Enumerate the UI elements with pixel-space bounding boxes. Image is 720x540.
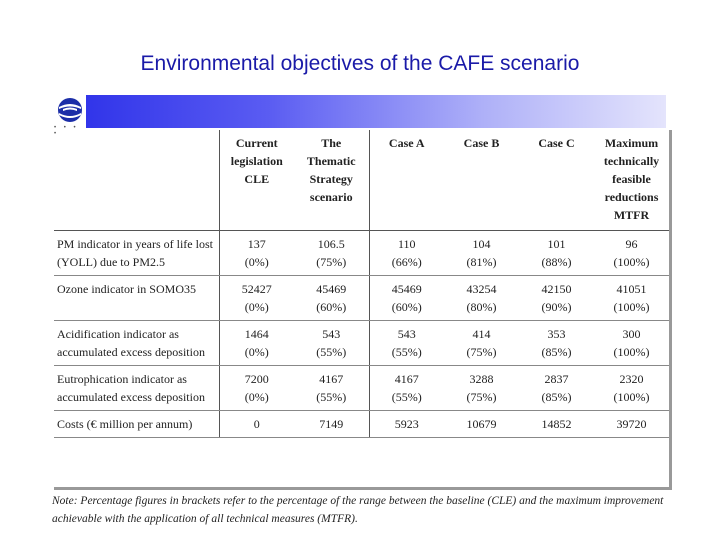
cell-value: 1464 [244,327,269,341]
table-cell [294,321,369,366]
cell-value: 39720 [616,417,647,431]
table-cell [369,231,444,276]
cell-percentage: (66%) [391,255,422,269]
cell-value: 45469 [391,282,422,296]
row-label: Costs (€ million per annum) [54,411,219,438]
table-cell [369,276,444,321]
header-cell-thematic-strategy: The Thematic Strategy scenario [294,130,369,231]
table-cell [219,321,294,366]
table-cell [594,231,669,276]
table-row [54,321,669,366]
cell-value: 7200 [244,372,269,386]
cell-percentage: (75%) [466,390,497,404]
header-band [54,95,666,128]
cell-percentage: (80%) [466,300,497,314]
cell-percentage: (55%) [316,345,347,359]
table-cell [444,231,519,276]
cell-value: 5923 [394,417,419,431]
table-row [54,231,669,276]
table-cell [219,411,294,438]
table-cell [294,411,369,438]
cell-percentage: (0%) [244,255,269,269]
cell-percentage: (85%) [541,345,572,359]
cell-value: 14852 [541,417,572,431]
cell-percentage: (81%) [466,255,497,269]
cell-value: 0 [253,417,260,431]
table-cell [294,276,369,321]
objectives-table [54,130,669,438]
header-cell-cle: Current legislation CLE [219,130,294,231]
cell-percentage: (60%) [316,300,347,314]
table-cell [444,321,519,366]
cell-value: 42150 [541,282,572,296]
cell-value: 45469 [316,282,347,296]
cell-value: 41051 [616,282,647,296]
cell-value: 2320 [619,372,644,386]
cell-value: 543 [322,327,341,341]
cell-percentage: (88%) [541,255,572,269]
logo-dots: • • • • [54,125,79,137]
row-label: Acidification indicator as accumulated excess deposition [54,321,219,366]
cell-value: 4167 [319,372,344,386]
cell-value: 43254 [466,282,497,296]
table-cell [369,411,444,438]
table-cell [369,366,444,411]
cell-percentage: (55%) [391,345,422,359]
header-cell-case-a: Case A [369,130,444,231]
cell-value: 137 [247,237,266,251]
cell-value: 101 [547,237,566,251]
table-cell [444,276,519,321]
cell-percentage: (90%) [541,300,572,314]
cell-percentage: (75%) [316,255,347,269]
table-cell [444,411,519,438]
table-cell [594,276,669,321]
cell-percentage: (55%) [391,390,422,404]
table-cell [594,321,669,366]
cell-value: 353 [547,327,566,341]
slide-title: Environmental objectives of the CAFE scenario [140,52,580,75]
table-cell [294,231,369,276]
table-row [54,276,669,321]
table-cell [219,231,294,276]
header-cell-label [54,130,219,231]
cell-percentage: (0%) [244,300,269,314]
cell-percentage: (100%) [613,390,650,404]
cell-percentage: (60%) [391,300,422,314]
cell-value: 3288 [469,372,494,386]
cell-percentage: (85%) [541,390,572,404]
cell-value: 543 [397,327,416,341]
cell-value: 4167 [394,372,419,386]
cell-value: 106.5 [317,237,345,251]
cell-percentage: (100%) [613,345,650,359]
table-cell [519,411,594,438]
row-label: PM indicator in years of life lost (YOLL) due to PM2.5 [54,231,219,276]
table-header-row [54,130,669,231]
row-label: Eutrophication indicator as accumulated excess deposition [54,366,219,411]
cell-value: 2837 [544,372,569,386]
table-cell [519,321,594,366]
cell-value: 104 [472,237,491,251]
table-cell [519,231,594,276]
table-row [54,411,669,438]
table-cell [294,366,369,411]
table-cell [594,411,669,438]
table-cell [594,366,669,411]
header-cell-case-c: Case C [519,130,594,231]
table-note: Note: Percentage figures in brackets refer to the percentage of the range between the baseline (CLE) and the maximum improvement achievable with the application of all technical measures (MTFR). [52,495,664,525]
header-cell-mtfr: Maximum technically feasible reductions MTFR [594,130,669,231]
table-cell [369,321,444,366]
objectives-table-container [54,130,672,490]
cell-value: 110 [397,237,416,251]
cell-percentage: (0%) [244,390,269,404]
header-cell-case-b: Case B [444,130,519,231]
logo-icon [54,95,86,128]
cell-value: 7149 [319,417,344,431]
cell-percentage: (100%) [613,300,650,314]
cell-percentage: (100%) [613,255,650,269]
cell-percentage: (75%) [466,345,497,359]
cell-value: 52427 [241,282,272,296]
cell-value: 300 [622,327,641,341]
cell-percentage: (0%) [244,345,269,359]
table-cell [519,366,594,411]
cell-value: 96 [625,237,638,251]
table-cell [219,276,294,321]
table-cell [444,366,519,411]
cell-percentage: (55%) [316,390,347,404]
organization-logo [54,95,86,128]
table-cell [219,366,294,411]
row-label: Ozone indicator in SOMO35 [54,276,219,321]
cell-value: 10679 [466,417,497,431]
table-row [54,366,669,411]
cell-value: 414 [472,327,491,341]
table-cell [519,276,594,321]
